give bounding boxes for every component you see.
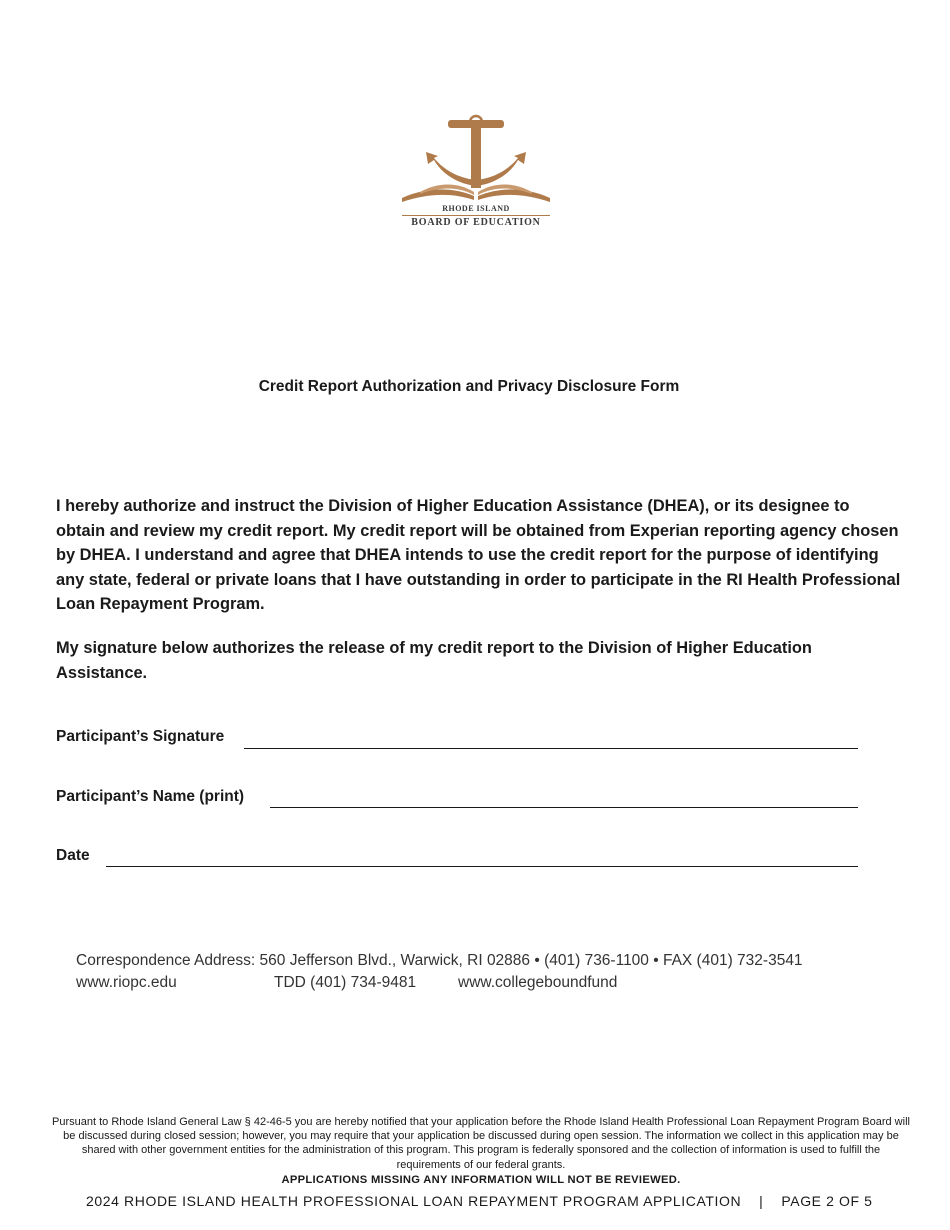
signature-statement: My signature below authorizes the release of my credit report to the Division of Higher Education Assistance. bbox=[56, 639, 812, 682]
tdd-number: TDD (401) 734-9481 bbox=[274, 974, 417, 991]
date-line[interactable] bbox=[106, 866, 858, 867]
signature-line[interactable] bbox=[244, 748, 858, 749]
name-line[interactable] bbox=[270, 807, 858, 808]
anchor-icon bbox=[398, 112, 554, 204]
running-footer bbox=[86, 1193, 873, 1209]
correspondence-address: Correspondence Address: 560 Jefferson Blvd., Warwick, RI 02886 • (401) 736-1100 • FAX (401) 732-3541 bbox=[76, 952, 803, 969]
logo-line-1: RHODE ISLAND bbox=[442, 204, 510, 213]
website-collegeboundfund: www.collegeboundfund bbox=[458, 974, 618, 991]
missing-info-warning: APPLICATIONS MISSING ANY INFORMATION WILL NOT BE REVIEWED. bbox=[281, 1174, 681, 1186]
form-title: Credit Report Authorization and Privacy Disclosure Form bbox=[258, 378, 680, 395]
website-riopc: www.riopc.edu bbox=[76, 974, 177, 991]
signature-label: Participant’s Signature bbox=[56, 728, 225, 745]
logo-divider bbox=[402, 215, 550, 216]
date-label: Date bbox=[56, 847, 90, 864]
logo-line-2: BOARD OF EDUCATION bbox=[411, 217, 541, 228]
name-label: Participant’s Name (print) bbox=[56, 788, 245, 805]
authorization-paragraph: I hereby authorize and instruct the Division of Higher Education Assistance (DHEA), or its designee to obtain and review my credit report. My credit report will be obtained from Experian reporting agency chosen by DHEA. I understand and agree that DHEA intends to use the credit report for the purpose of identifying any state, federal or private loans that I have outstanding in order to participate in the RI Health Professional Loan Repayment Program. bbox=[56, 497, 901, 614]
running-footer-text: 2024 RHODE ISLAND HEALTH PROFESSIONAL LOAN REPAYMENT PROGRAM APPLICATION | PAGE 2 OF 5 bbox=[86, 1193, 873, 1209]
legal-notice: Pursuant to Rhode Island General Law § 42-46-5 you are hereby notified that your application before the Rhode Island Health Professional Loan Repayment Program Board will be discussed during closed session; however, you may require that your application be discussed during open session. The information we collect in this application may be shared with other government entities for the administration of this program. This program is federally sponsored and the collection of information is used to fulfill the requirements of our federal grants. bbox=[52, 1116, 910, 1171]
board-of-education-logo bbox=[398, 112, 554, 230]
